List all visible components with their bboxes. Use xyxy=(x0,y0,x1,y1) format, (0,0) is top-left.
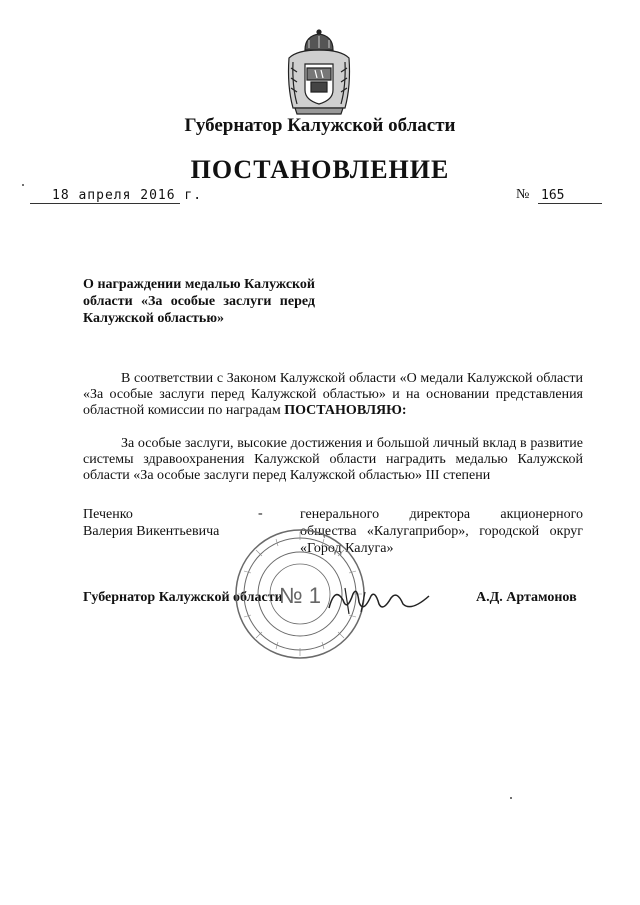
scan-speck xyxy=(22,184,24,186)
document-date: 18 апреля 2016 г. xyxy=(52,188,203,203)
preamble-paragraph xyxy=(83,371,583,419)
resolve-keyword: ПОСТАНОВЛЯЮ: xyxy=(284,403,407,418)
signatory-name: А.Д. Артамонов xyxy=(476,590,577,605)
governor-title: Губернатор Калужской области xyxy=(184,115,456,136)
stamp-number: № 1 xyxy=(279,583,321,608)
recipient-dash: - xyxy=(258,506,263,521)
recipient-name xyxy=(83,506,219,540)
recipient-given-names: Валерия Викентьевича xyxy=(83,524,220,539)
document-type-heading: ПОСТАНОВЛЕНИЕ xyxy=(190,155,450,184)
date-underline xyxy=(30,203,180,204)
number-label: № xyxy=(516,187,530,202)
coat-of-arms-icon xyxy=(283,28,355,118)
document-number: 165 xyxy=(541,188,565,203)
recipient-surname: Печенко xyxy=(83,507,133,522)
document-subject: О награждении медалью Калужской области «За особые заслуги перед Калужской областью» xyxy=(83,277,315,326)
number-underline xyxy=(538,203,602,204)
recipient-position: генерального директора акционерного общества «Калугаприбор», городской округ «Город Калуга» xyxy=(300,507,583,556)
scan-speck xyxy=(510,797,512,799)
handwritten-signature-icon xyxy=(325,582,435,618)
award-text: За особые заслуги, высокие достижения и большой личный вклад в развитие системы здравоохранения Калужской области наградить медалью Калужской области «За особые заслуги перед Калужской областью» III степени xyxy=(83,436,583,483)
signatory-title: Губернатор Калужской области xyxy=(83,590,283,605)
preamble-text: В соответствии с Законом Калужской области «О медали Калужской области «За особые заслуги перед Калужской областью» и на основании представления областной комиссии по наградам xyxy=(83,371,583,418)
award-paragraph xyxy=(83,436,583,484)
